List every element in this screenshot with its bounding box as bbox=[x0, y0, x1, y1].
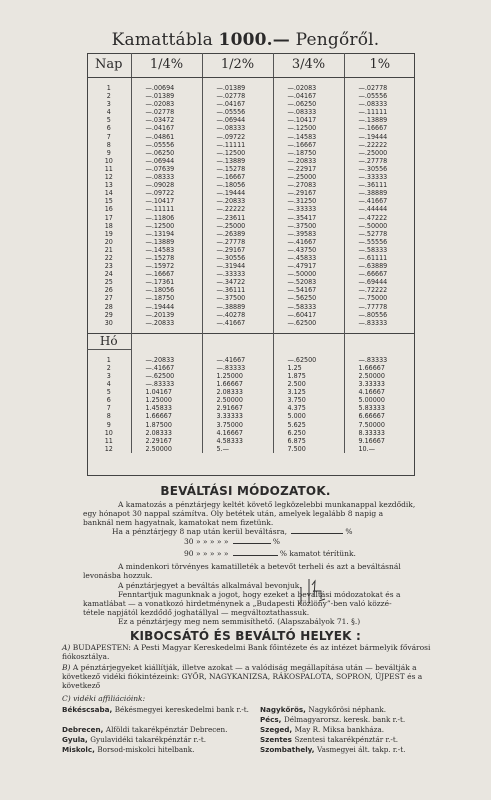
month-cell-tq: 7.500 bbox=[273, 445, 344, 453]
month-cell-one: 10.— bbox=[358, 443, 376, 453]
header-three-quarter-percent: 3/4% bbox=[273, 53, 344, 78]
day-cell-one: —.08333 bbox=[358, 99, 388, 109]
month-cell-one: 2.50000 bbox=[358, 371, 385, 380]
day-cell-q: —.11806 bbox=[131, 214, 202, 222]
table-header-row bbox=[87, 53, 415, 78]
day-cell-nap: 29 bbox=[87, 311, 131, 319]
month-cell-h: 1.66667 bbox=[202, 380, 273, 388]
day-cell-one: —.58333 bbox=[358, 244, 388, 254]
month-cell-h: 4.16667 bbox=[202, 429, 273, 437]
affiliate-left-3: Gyula, Gyulavidéki takarékpénztár r.-t. bbox=[62, 735, 206, 744]
percent-text-90: % kamatot térítünk. bbox=[279, 549, 356, 558]
item-a-label: A) bbox=[62, 643, 71, 652]
item-a bbox=[62, 643, 442, 661]
months-body bbox=[87, 333, 415, 453]
day-cell-nap: 18 bbox=[87, 222, 131, 230]
header-nap: Nap bbox=[87, 53, 131, 78]
affiliates-right-column bbox=[260, 705, 460, 754]
paragraph-line-4 bbox=[112, 527, 353, 536]
day-cell-h: —.38889 bbox=[202, 303, 273, 311]
day-cell-h: —.26389 bbox=[202, 230, 273, 238]
day-cell-one: —.16667 bbox=[358, 123, 388, 133]
month-cell-tq: —.62500 bbox=[273, 356, 344, 364]
day-cell-tq: —.10417 bbox=[273, 116, 344, 124]
paragraph-line-9: A pénztárjegyet a beváltás alkalmával bevonjuk. bbox=[118, 581, 302, 590]
day-cell-nap: 16 bbox=[87, 205, 131, 213]
month-cell-tq: 5.000 bbox=[273, 412, 344, 420]
table-row bbox=[87, 319, 415, 327]
day-cell-tq: —.06250 bbox=[273, 100, 344, 108]
percent-sign-30: % bbox=[272, 537, 280, 546]
item-a-text: BUDAPESTEN: A Pesti Magyar Kereskedelmi Bank főintézete és az intézet bármelyik fővárosi fiókosztálya. bbox=[62, 643, 431, 661]
day-cell-tq: —.16667 bbox=[273, 141, 344, 149]
day-cell-one: —.52778 bbox=[358, 228, 388, 238]
day-cell-nap: 19 bbox=[87, 230, 131, 238]
day-cell-q: —.17361 bbox=[131, 278, 202, 286]
blank-30-day bbox=[233, 543, 271, 544]
month-cell-q: —.62500 bbox=[131, 372, 202, 380]
blank-8-day bbox=[291, 533, 343, 534]
item-b-text: A pénztárjegyeket kiállítják, illetve azokat — a valódiság megállapítása után — beváltják a következő vidéki fiókintézeink: GYŐR, NAGYKANIZSA, RÁKOSPALOTA, SOPRON, ÚJPEST és a következő bbox=[62, 663, 423, 690]
day-cell-q: —.06250 bbox=[131, 149, 202, 157]
month-cell-q: 1.25000 bbox=[131, 396, 202, 404]
month-cell-nap: 8 bbox=[87, 412, 131, 420]
month-cell-h: 2.08333 bbox=[202, 388, 273, 396]
day-cell-nap: 12 bbox=[87, 173, 131, 181]
day-cell-tq: —.47917 bbox=[273, 262, 344, 270]
paragraph-line-12: tétele napjától kezdődő joghatállyal — megváltoztathassuk. bbox=[83, 608, 310, 617]
month-cell-h: 4.58333 bbox=[202, 437, 273, 445]
day-cell-h: —.18056 bbox=[202, 181, 273, 189]
day-cell-q: —.05556 bbox=[131, 141, 202, 149]
day-cell-tq: —.41667 bbox=[273, 238, 344, 246]
day-cell-q: —.09722 bbox=[131, 189, 202, 197]
day-cell-q: —.18750 bbox=[131, 294, 202, 302]
month-header-empty bbox=[131, 333, 202, 349]
day-cell-one: —.11111 bbox=[358, 107, 388, 117]
day-cell-one: —.63889 bbox=[358, 261, 388, 271]
day-cell-one: —.80556 bbox=[358, 309, 388, 319]
day-cell-h: —.19444 bbox=[202, 189, 273, 197]
day-cell-tq: —.08333 bbox=[273, 108, 344, 116]
month-cell-nap: 6 bbox=[87, 396, 131, 404]
blank-90-day bbox=[233, 555, 278, 556]
day-cell-q: —.15278 bbox=[131, 254, 202, 262]
day-cell-q: —.02083 bbox=[131, 100, 202, 108]
day-cell-q: —.04167 bbox=[131, 124, 202, 132]
month-cell-one: 5.00000 bbox=[358, 395, 385, 405]
month-cell-h: 3.75000 bbox=[202, 421, 273, 429]
day-cell-one: —.55556 bbox=[358, 236, 388, 246]
day-cell-tq: —.52083 bbox=[273, 278, 344, 286]
days-90: 90 bbox=[184, 549, 194, 558]
affiliate-left-2: Debrecen, Alföldi takarékpénztár Debrecen. bbox=[62, 725, 228, 734]
day-cell-nap: 26 bbox=[87, 286, 131, 294]
page-title bbox=[0, 30, 491, 50]
month-cell-one: —.83333 bbox=[358, 354, 388, 364]
month-cell-tq: 2.500 bbox=[273, 380, 344, 388]
percent-sign-8-day: % bbox=[345, 527, 353, 536]
day-cell-one: —.44444 bbox=[358, 204, 388, 214]
day-cell-nap: 3 bbox=[87, 100, 131, 108]
month-cell-nap: 11 bbox=[87, 437, 131, 445]
paragraph-line-10: Fenntartjuk magunknak a jogot, hogy ezeket a beváltási módozatokat és a bbox=[118, 590, 401, 599]
day-cell-h: —.13889 bbox=[202, 157, 273, 165]
day-cell-h: —.11111 bbox=[202, 141, 273, 149]
month-cell-q: 1.87500 bbox=[131, 421, 202, 429]
day-cell-tq: —.37500 bbox=[273, 222, 344, 230]
month-cell-q: 1.04167 bbox=[131, 388, 202, 396]
day-cell-one: —.72222 bbox=[358, 285, 388, 295]
day-cell-q: —.16667 bbox=[131, 270, 202, 278]
day-cell-nap: 2 bbox=[87, 92, 131, 100]
day-cell-nap: 6 bbox=[87, 124, 131, 132]
day-cell-one: —.22222 bbox=[358, 139, 388, 149]
day-cell-nap: 20 bbox=[87, 238, 131, 246]
day-cell-one: —.38889 bbox=[358, 188, 388, 198]
day-cell-one: —.27778 bbox=[358, 155, 388, 165]
title-suffix: Pengőről. bbox=[295, 30, 380, 50]
month-cell-one: 4.16667 bbox=[358, 387, 385, 397]
paragraph-line-5 bbox=[184, 537, 280, 546]
day-cell-tq: —.54167 bbox=[273, 286, 344, 294]
day-cell-one: —.83333 bbox=[358, 317, 388, 327]
day-cell-tq: —.29167 bbox=[273, 189, 344, 197]
day-cell-tq: —.39583 bbox=[273, 230, 344, 238]
day-cell-h: —.16667 bbox=[202, 173, 273, 181]
day-cell-one: —.69444 bbox=[358, 277, 388, 287]
day-cell-h: —.36111 bbox=[202, 286, 273, 294]
month-cell-q: 2.50000 bbox=[131, 445, 202, 453]
day-cell-tq: —.33333 bbox=[273, 205, 344, 213]
day-cell-h: —.34722 bbox=[202, 278, 273, 286]
day-cell-tq: —.45833 bbox=[273, 254, 344, 262]
day-cell-nap: 21 bbox=[87, 246, 131, 254]
day-cell-q: —.06944 bbox=[131, 157, 202, 165]
day-cell-h: —.31944 bbox=[202, 262, 273, 270]
day-cell-nap: 11 bbox=[87, 165, 131, 173]
day-cell-tq: —.18750 bbox=[273, 149, 344, 157]
month-cell-tq: 3.750 bbox=[273, 396, 344, 404]
paragraph-line-6 bbox=[184, 549, 356, 558]
month-header-empty bbox=[344, 333, 415, 349]
day-cell-one: —.41667 bbox=[358, 196, 388, 206]
month-cell-q: —.20833 bbox=[131, 356, 202, 364]
day-cell-q: —.13889 bbox=[131, 238, 202, 246]
day-cell-h: —.01389 bbox=[202, 84, 273, 92]
affiliate-right-1: Nagykőrös, Nagykőrösi néphank. bbox=[260, 705, 387, 714]
day-cell-one: —.61111 bbox=[358, 252, 388, 262]
affiliate-right-3: Szeged, May R. Miksa bankháza. bbox=[260, 725, 385, 734]
month-header-row bbox=[87, 333, 415, 349]
month-cell-one: 6.66667 bbox=[358, 411, 385, 421]
month-cell-h: —.41667 bbox=[202, 356, 273, 364]
day-cell-nap: 24 bbox=[87, 270, 131, 278]
day-cell-h: —.41667 bbox=[202, 319, 273, 327]
month-cell-tq: 6.875 bbox=[273, 437, 344, 445]
month-header-label: Hó bbox=[87, 333, 131, 349]
day-cell-nap: 22 bbox=[87, 254, 131, 262]
header-one-percent: 1% bbox=[344, 53, 415, 78]
day-cell-one: —.77778 bbox=[358, 301, 388, 311]
day-cell-nap: 13 bbox=[87, 181, 131, 189]
affiliate-left-4: Miskolc, Borsod-miskolci hitelbank. bbox=[62, 745, 195, 754]
section-title-modes: BEVÁLTÁSI MÓDOZATOK. bbox=[160, 484, 331, 498]
days-30: 30 bbox=[184, 537, 194, 546]
month-cell-one: 8.33333 bbox=[358, 427, 385, 437]
month-cell-nap: 4 bbox=[87, 380, 131, 388]
day-cell-nap: 1 bbox=[87, 84, 131, 92]
ditto-90: » » » » » bbox=[195, 549, 229, 558]
month-cell-nap: 1 bbox=[87, 356, 131, 364]
paragraph-line-7: A mindenkori törvényes kamatilleték a betevőt terheli és azt a beváltásnál bbox=[118, 562, 401, 571]
day-cell-one: —.13889 bbox=[358, 115, 388, 125]
month-cell-one: 9.16667 bbox=[358, 435, 385, 445]
month-cell-tq: 5.625 bbox=[273, 421, 344, 429]
interest-rate-table bbox=[87, 53, 415, 453]
paragraph-line-3: banknál nem hagyatnak, kamatokat nem fizetünk. bbox=[83, 518, 274, 527]
day-cell-h: —.33333 bbox=[202, 270, 273, 278]
month-cell-h: 3.33333 bbox=[202, 412, 273, 420]
month-cell-h: 1.25000 bbox=[202, 372, 273, 380]
day-cell-h: —.06944 bbox=[202, 116, 273, 124]
month-cell-q: —.41667 bbox=[131, 364, 202, 372]
day-cell-q: —.04861 bbox=[131, 133, 202, 141]
day-cell-nap: 4 bbox=[87, 108, 131, 116]
item-c-text: vidéki affiliációink: bbox=[73, 694, 146, 703]
day-cell-q: —.07639 bbox=[131, 165, 202, 173]
affiliates-left-column bbox=[62, 705, 262, 754]
day-cell-q: —.15972 bbox=[131, 262, 202, 270]
month-cell-q: 2.08333 bbox=[131, 429, 202, 437]
ditto-30: » » » » » bbox=[195, 537, 229, 546]
month-cell-nap: 5 bbox=[87, 388, 131, 396]
day-cell-nap: 17 bbox=[87, 214, 131, 222]
day-cell-tq: —.35417 bbox=[273, 214, 344, 222]
month-cell-nap: 3 bbox=[87, 372, 131, 380]
table-row bbox=[87, 445, 415, 453]
month-cell-h: —.83333 bbox=[202, 364, 273, 372]
day-cell-h: —.09722 bbox=[202, 133, 273, 141]
day-cell-q: —.03472 bbox=[131, 116, 202, 124]
day-cell-one: —.05556 bbox=[358, 91, 388, 101]
day-cell-h: —.05556 bbox=[202, 108, 273, 116]
eight-day-text: Ha a pénztárjegy 8 nap után kerül beváltásra, bbox=[112, 527, 288, 536]
day-cell-tq: —.04167 bbox=[273, 92, 344, 100]
month-cell-one: 3.33333 bbox=[358, 379, 385, 389]
day-cell-tq: —.60417 bbox=[273, 311, 344, 319]
title-prefix: Kamattábla bbox=[111, 30, 213, 50]
day-cell-tq: —.58333 bbox=[273, 303, 344, 311]
day-cell-nap: 10 bbox=[87, 157, 131, 165]
day-cell-one: —.25000 bbox=[358, 147, 388, 157]
item-c-label: C) bbox=[62, 694, 71, 703]
day-cell-nap: 14 bbox=[87, 189, 131, 197]
month-cell-nap: 7 bbox=[87, 404, 131, 412]
day-cell-h: —.22222 bbox=[202, 205, 273, 213]
day-cell-q: —.00694 bbox=[131, 84, 202, 92]
day-cell-tq: —.62500 bbox=[273, 319, 344, 327]
month-cell-q: 2.29167 bbox=[131, 437, 202, 445]
paragraph-line-13: Ez a pénztárjegy meg nem semmisíthető. (Alapszabályok 71. §.) bbox=[118, 617, 361, 626]
day-cell-q: —.01389 bbox=[131, 92, 202, 100]
month-cell-tq: 1.875 bbox=[273, 372, 344, 380]
day-cell-nap: 9 bbox=[87, 149, 131, 157]
month-cell-nap: 10 bbox=[87, 429, 131, 437]
day-cell-tq: —.22917 bbox=[273, 165, 344, 173]
day-cell-nap: 28 bbox=[87, 303, 131, 311]
day-cell-q: —.02778 bbox=[131, 108, 202, 116]
header-quarter-percent: 1/4% bbox=[131, 53, 202, 78]
day-cell-one: —.47222 bbox=[358, 212, 388, 222]
day-cell-q: —.14583 bbox=[131, 246, 202, 254]
day-cell-q: —.20833 bbox=[131, 319, 202, 327]
day-cell-nap: 15 bbox=[87, 197, 131, 205]
day-cell-q: —.13194 bbox=[131, 230, 202, 238]
month-cell-q: 1.66667 bbox=[131, 412, 202, 420]
title-amount: 1000.— bbox=[218, 30, 290, 50]
month-cell-one: 1.66667 bbox=[358, 362, 385, 372]
affiliate-right-4: Szentes Szentesi takarékpénztár r.-t. bbox=[260, 735, 399, 744]
day-cell-q: —.09028 bbox=[131, 181, 202, 189]
month-cell-nap: 9 bbox=[87, 421, 131, 429]
month-cell-tq: 3.125 bbox=[273, 388, 344, 396]
month-cell-tq: 6.250 bbox=[273, 429, 344, 437]
day-cell-tq: —.02083 bbox=[273, 84, 344, 92]
paragraph-line-8: levonásba hozzuk. bbox=[83, 571, 153, 580]
affiliate-right-5: Szombathely, Vasmegyei ált. takp. r.-t. bbox=[260, 745, 406, 754]
affiliate-right-2: Pécs, Délmagyarorsz. keresk. bank r.-t. bbox=[260, 715, 406, 724]
day-cell-q: —.19444 bbox=[131, 303, 202, 311]
day-cell-nap: 7 bbox=[87, 133, 131, 141]
day-cell-h: —.40278 bbox=[202, 311, 273, 319]
day-cell-h: —.20833 bbox=[202, 197, 273, 205]
day-cell-h: —.15278 bbox=[202, 165, 273, 173]
day-cell-h: —.37500 bbox=[202, 294, 273, 302]
day-cell-h: —.30556 bbox=[202, 254, 273, 262]
day-cell-q: —.08333 bbox=[131, 173, 202, 181]
day-cell-h: —.23611 bbox=[202, 214, 273, 222]
day-cell-tq: —.20833 bbox=[273, 157, 344, 165]
day-cell-h: —.08333 bbox=[202, 124, 273, 132]
month-cell-q: 1.45833 bbox=[131, 404, 202, 412]
month-cell-q: —.83333 bbox=[131, 380, 202, 388]
day-cell-nap: 5 bbox=[87, 116, 131, 124]
day-cell-one: —.33333 bbox=[358, 172, 388, 182]
day-cell-nap: 27 bbox=[87, 294, 131, 302]
day-cell-one: —.02778 bbox=[358, 83, 388, 92]
header-half-percent: 1/2% bbox=[202, 53, 273, 78]
month-cell-one: 5.83333 bbox=[358, 403, 385, 413]
day-cell-h: —.27778 bbox=[202, 238, 273, 246]
day-cell-nap: 8 bbox=[87, 141, 131, 149]
day-cell-nap: 23 bbox=[87, 262, 131, 270]
day-cell-one: —.30556 bbox=[358, 163, 388, 173]
paragraph-line-11: kamatlábat — a vonatkozó hirdetménynek a „Budapesti Közlöny”-ben való közzé- bbox=[83, 599, 392, 608]
month-cell-tq: 4.375 bbox=[273, 404, 344, 412]
day-cell-h: —.04167 bbox=[202, 100, 273, 108]
day-cell-h: —.29167 bbox=[202, 246, 273, 254]
item-b-label: B) bbox=[62, 663, 71, 672]
day-cell-nap: 30 bbox=[87, 319, 131, 327]
month-cell-nap: 2 bbox=[87, 364, 131, 372]
day-cell-tq: —.25000 bbox=[273, 173, 344, 181]
day-cell-one: —.50000 bbox=[358, 220, 388, 230]
day-cell-q: —.12500 bbox=[131, 222, 202, 230]
month-cell-h: 5.— bbox=[202, 445, 273, 453]
month-cell-nap: 12 bbox=[87, 445, 131, 453]
month-cell-one: 7.50000 bbox=[358, 419, 385, 429]
day-cell-one: —.75000 bbox=[358, 293, 388, 303]
day-cell-tq: —.56250 bbox=[273, 294, 344, 302]
month-cell-h: 2.50000 bbox=[202, 396, 273, 404]
item-c bbox=[62, 694, 442, 703]
paragraph-line-1: A kamatozás a pénztárjegy keltét követő legközelebbi munkanappal kezdődik, bbox=[118, 500, 416, 509]
day-cell-tq: —.43750 bbox=[273, 246, 344, 254]
day-cell-h: —.12500 bbox=[202, 149, 273, 157]
day-cell-tq: —.12500 bbox=[273, 124, 344, 132]
day-cell-tq: —.27083 bbox=[273, 181, 344, 189]
day-cell-h: —.25000 bbox=[202, 222, 273, 230]
month-header-empty bbox=[202, 333, 273, 349]
paragraph-line-2: egy hónapot 30 nappal számítva. Oly betétek után, amelyek legalább 8 napig a bbox=[83, 509, 384, 518]
item-b bbox=[62, 663, 442, 690]
day-cell-tq: —.50000 bbox=[273, 270, 344, 278]
day-cell-tq: —.14583 bbox=[273, 133, 344, 141]
day-cell-h: —.02778 bbox=[202, 92, 273, 100]
month-header-empty bbox=[273, 333, 344, 349]
day-cell-one: —.19444 bbox=[358, 131, 388, 141]
day-cell-q: —.18056 bbox=[131, 286, 202, 294]
day-cell-one: —.36111 bbox=[358, 180, 388, 190]
month-cell-h: 2.91667 bbox=[202, 404, 273, 412]
day-cell-q: —.20139 bbox=[131, 311, 202, 319]
day-cell-nap: 25 bbox=[87, 278, 131, 286]
month-cell-tq: 1.25 bbox=[273, 364, 344, 372]
days-body bbox=[87, 78, 415, 334]
affiliate-left-1: Békéscsaba, Békésmegyei kereskedelmi bank r.-t. bbox=[62, 705, 249, 714]
day-cell-tq: —.31250 bbox=[273, 197, 344, 205]
day-cell-q: —.11111 bbox=[131, 205, 202, 213]
section-title-places: KIBOCSÁTÓ ÉS BEVÁLTÓ HELYEK : bbox=[129, 629, 362, 643]
day-cell-one: —.66667 bbox=[358, 269, 388, 279]
day-cell-q: —.10417 bbox=[131, 197, 202, 205]
